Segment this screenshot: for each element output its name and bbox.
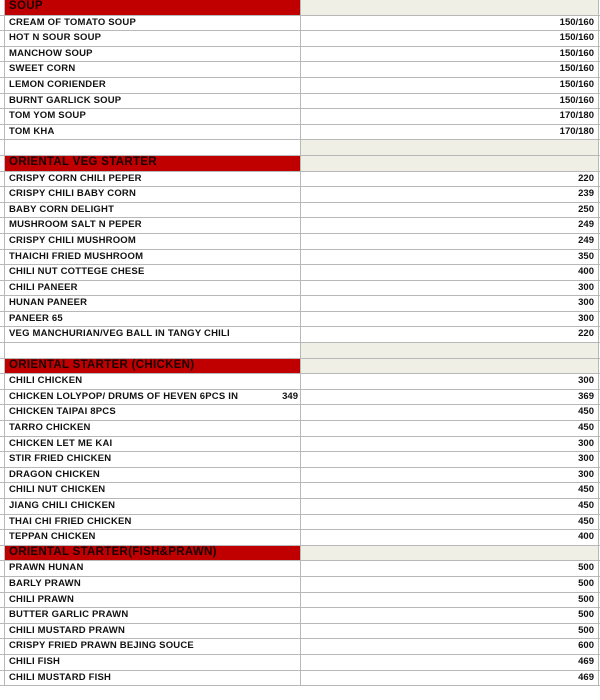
menu-item-row: [0, 421, 600, 437]
price-cell: [301, 374, 599, 389]
item-name: CRISPY CORN CHILI PEPER: [9, 172, 142, 184]
price-cell: [301, 655, 599, 670]
menu-item-row: [0, 327, 600, 343]
item-cell: [4, 140, 301, 155]
section-header: [0, 359, 600, 375]
menu-item-row: [0, 639, 600, 655]
menu-item-row: [0, 78, 600, 94]
price-cell: [301, 390, 599, 405]
item-price: 450: [578, 500, 594, 511]
menu-item-row: [0, 483, 600, 499]
menu-item-row: [0, 374, 600, 390]
item-cell: [4, 390, 301, 405]
item-cell: [4, 187, 301, 202]
section-header: [0, 156, 600, 172]
price-cell: [301, 0, 599, 15]
price-cell: [301, 561, 599, 576]
item-name: JIANG CHILI CHICKEN: [9, 500, 116, 511]
item-cell: [4, 203, 301, 218]
item-price: 500: [578, 624, 594, 636]
item-cell: [4, 452, 301, 467]
item-cell: [4, 561, 301, 576]
menu-item-row: [0, 47, 600, 63]
price-cell: [301, 187, 599, 202]
item-cell: [4, 624, 301, 639]
item-name: VEG MANCHURIAN/VEG BALL IN TANGY CHILI: [9, 328, 230, 340]
item-price: 220: [578, 172, 594, 184]
price-cell: [301, 203, 599, 218]
menu-item-row: [0, 265, 600, 281]
item-cell: [4, 608, 301, 623]
price-cell: [301, 452, 599, 467]
menu-item-row: [0, 218, 600, 234]
item-price: 249: [578, 219, 594, 231]
price-cell: [301, 62, 599, 77]
price-cell: [301, 109, 599, 124]
item-cell: [4, 250, 301, 265]
item-name: CHILI PRAWN: [9, 593, 75, 605]
menu-item-row: [0, 515, 600, 531]
price-cell: [301, 78, 599, 93]
item-name: TARRO CHICKEN: [9, 422, 91, 434]
item-cell: [4, 156, 301, 171]
item-price: 500: [578, 609, 594, 621]
item-price: 249: [578, 234, 594, 246]
menu-item-row: [0, 94, 600, 110]
menu-item-row: [0, 624, 600, 640]
menu-item-row: [0, 125, 600, 141]
section-title: SOUP: [9, 0, 43, 12]
price-cell: [301, 421, 599, 436]
menu-item-row: [0, 530, 600, 546]
item-name: HUNAN PANEER: [9, 297, 88, 309]
item-price: 400: [578, 266, 594, 278]
section-title: ORIENTAL VEG STARTER: [9, 155, 157, 168]
menu-item-row: [0, 172, 600, 188]
item-price: 300: [578, 297, 594, 309]
item-cell: [4, 405, 301, 420]
item-cell: [4, 218, 301, 233]
item-cell: [4, 655, 301, 670]
item-name: CHICKEN LET ME KAI: [9, 437, 113, 449]
item-price: 469: [578, 655, 594, 667]
item-name: CHILI NUT CHICKEN: [9, 484, 106, 496]
price-cell: [301, 577, 599, 592]
item-price: 150/160: [559, 63, 594, 75]
item-cell: [4, 327, 301, 342]
menu-item-row: [0, 109, 600, 125]
menu-item-row: [0, 296, 600, 312]
price-cell: [301, 312, 599, 327]
item-cell: [4, 31, 301, 46]
item-price: 150/160: [559, 94, 594, 106]
price-cell: [301, 530, 599, 545]
item-cell: [4, 577, 301, 592]
item-cell: [4, 546, 301, 561]
item-cell: [4, 437, 301, 452]
section-title: ORIENTAL STARTER (CHICKEN): [9, 358, 195, 371]
item-name: LEMON CORIENDER: [9, 78, 106, 90]
price-cell: [301, 234, 599, 249]
item-price: 500: [578, 593, 594, 605]
item-price: 500: [578, 577, 594, 589]
item-cell: [4, 468, 301, 483]
item-cell: [4, 483, 301, 498]
item-price: 450: [578, 484, 594, 496]
item-price: 150/160: [559, 16, 594, 28]
item-price: 300: [578, 281, 594, 293]
price-cell: [301, 405, 599, 420]
menu-item-row: [0, 608, 600, 624]
item-price: 369: [578, 390, 594, 402]
price-cell: [301, 327, 599, 342]
item-cell: [4, 296, 301, 311]
item-name: CRISPY CHILI MUSHROOM: [9, 234, 137, 246]
item-cell: [4, 78, 301, 93]
item-cell: [4, 94, 301, 109]
item-name: CHILI CHICKEN: [9, 375, 83, 387]
menu-item-row: [0, 234, 600, 250]
menu-item-row: [0, 452, 600, 468]
price-cell: [301, 608, 599, 623]
item-price: 220: [578, 328, 594, 340]
price-cell: [301, 546, 599, 561]
item-name: TOM KHA: [9, 125, 55, 137]
item-name: BARLY PRAWN: [9, 577, 81, 589]
item-cell: [4, 374, 301, 389]
menu-item-row: [0, 655, 600, 671]
section-header: [0, 546, 600, 562]
menu-item-row: [0, 62, 600, 78]
price-cell: [301, 437, 599, 452]
price-cell: [301, 156, 599, 171]
item-name: THAICHI FRIED MUSHROOM: [9, 250, 144, 262]
menu-item-row: [0, 390, 600, 406]
price-cell: [301, 47, 599, 62]
item-name: THAI CHI FRIED CHICKEN: [9, 515, 132, 527]
item-cell: [4, 671, 301, 686]
price-cell: [301, 343, 599, 358]
item-cell: [4, 421, 301, 436]
item-name: SWEET CORN: [9, 63, 76, 75]
price-cell: [301, 250, 599, 265]
menu-item-row: [0, 499, 600, 515]
price-cell: [301, 515, 599, 530]
price-cell: [301, 483, 599, 498]
item-price: 500: [578, 562, 594, 574]
item-name: CHILI PANEER: [9, 281, 78, 293]
menu-item-row: [0, 203, 600, 219]
item-name: HOT N SOUR SOUP: [9, 32, 102, 44]
item-cell: [4, 0, 301, 15]
menu-item-row: [0, 281, 600, 297]
price-cell: [301, 624, 599, 639]
item-price: 150/160: [559, 47, 594, 59]
item-name: DRAGON CHICKEN: [9, 468, 100, 480]
menu-item-row: [0, 16, 600, 32]
menu-item-row: [0, 250, 600, 266]
section-title: ORIENTAL STARTER(FISH&PRAWN): [9, 545, 217, 558]
item-price: 170/180: [559, 110, 594, 122]
item-name: BABY CORN DELIGHT: [9, 203, 115, 215]
item-price: 450: [578, 422, 594, 434]
item-cell: [4, 125, 301, 140]
item-name: BUTTER GARLIC PRAWN: [9, 609, 129, 621]
price-cell: [301, 593, 599, 608]
item-extra-price: 349: [282, 390, 298, 402]
menu-item-row: [0, 405, 600, 421]
item-cell: [4, 265, 301, 280]
item-name: TEPPAN CHICKEN: [9, 531, 96, 543]
item-name: CHICKEN LOLYPOP/ DRUMS OF HEVEN 6PCS IN: [9, 390, 239, 402]
item-name: MANCHOW SOUP: [9, 47, 93, 59]
item-name: CHILI FISH: [9, 655, 61, 667]
price-cell: [301, 16, 599, 31]
price-cell: [301, 359, 599, 374]
item-price: 600: [578, 640, 594, 652]
item-price: 300: [578, 437, 594, 449]
item-name: PRAWN HUNAN: [9, 562, 84, 574]
item-price: 469: [578, 671, 594, 683]
item-name: MUSHROOM SALT N PEPER: [9, 219, 142, 231]
item-cell: [4, 343, 301, 358]
item-price: 300: [578, 453, 594, 465]
price-cell: [301, 31, 599, 46]
menu-item-row: [0, 468, 600, 484]
price-cell: [301, 265, 599, 280]
item-name: TOM YOM SOUP: [9, 110, 87, 122]
menu-item-row: [0, 577, 600, 593]
menu-item-row: [0, 437, 600, 453]
price-cell: [301, 639, 599, 654]
item-cell: [4, 172, 301, 187]
price-cell: [301, 281, 599, 296]
price-cell: [301, 172, 599, 187]
item-price: 150/160: [559, 32, 594, 44]
item-cell: [4, 639, 301, 654]
item-cell: [4, 109, 301, 124]
item-name: CHICKEN TAIPAI 8PCS: [9, 406, 116, 418]
item-cell: [4, 499, 301, 514]
price-cell: [301, 218, 599, 233]
item-cell: [4, 530, 301, 545]
item-name: STIR FRIED CHICKEN: [9, 453, 112, 465]
item-cell: [4, 359, 301, 374]
item-name: CREAM OF TOMATO SOUP: [9, 16, 136, 28]
item-cell: [4, 281, 301, 296]
item-name: CHILI MUSTARD FISH: [9, 671, 112, 683]
item-price: 150/160: [559, 78, 594, 90]
menu-item-row: [0, 187, 600, 203]
item-cell: [4, 234, 301, 249]
item-price: 239: [578, 188, 594, 200]
item-name: CRISPY FRIED PRAWN BEJING SOUCE: [9, 640, 194, 652]
item-price: 450: [578, 406, 594, 418]
item-cell: [4, 62, 301, 77]
item-price: 350: [578, 250, 594, 262]
menu-item-row: [0, 561, 600, 577]
item-price: 450: [578, 515, 594, 527]
item-name: PANEER 65: [9, 312, 63, 324]
item-cell: [4, 16, 301, 31]
item-price: 250: [578, 203, 594, 215]
item-price: 300: [578, 468, 594, 480]
item-cell: [4, 593, 301, 608]
price-cell: [301, 499, 599, 514]
blank-row: [0, 140, 600, 156]
item-price: 400: [578, 531, 594, 543]
price-cell: [301, 296, 599, 311]
item-price: 300: [578, 312, 594, 324]
menu-item-row: [0, 31, 600, 47]
item-name: CHILI MUSTARD PRAWN: [9, 624, 126, 636]
menu-item-row: [0, 671, 600, 687]
section-header: [0, 0, 600, 16]
item-name: BURNT GARLICK SOUP: [9, 94, 122, 106]
item-name: CRISPY CHILI BABY CORN: [9, 188, 137, 200]
price-cell: [301, 468, 599, 483]
menu-item-row: [0, 593, 600, 609]
menu-item-row: [0, 312, 600, 328]
item-cell: [4, 312, 301, 327]
item-price: 170/180: [559, 125, 594, 137]
item-price: 300: [578, 375, 594, 387]
price-cell: [301, 140, 599, 155]
price-cell: [301, 671, 599, 686]
item-cell: [4, 515, 301, 530]
price-cell: [301, 94, 599, 109]
price-cell: [301, 125, 599, 140]
item-cell: [4, 47, 301, 62]
blank-row: [0, 343, 600, 359]
item-name: CHILI NUT COTTEGE CHESE: [9, 266, 145, 278]
